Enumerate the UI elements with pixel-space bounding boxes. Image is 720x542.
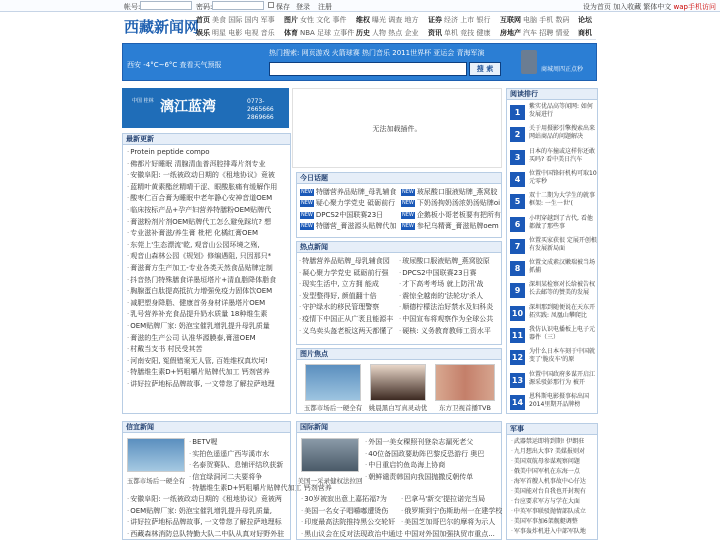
topic-text: 特膳营_膏滋源头贴牌代加 xyxy=(315,222,397,231)
news-link[interactable]: · 巴拿马'新交'提拉诺完当局 xyxy=(401,494,497,506)
latest-news-title: 最新更新 xyxy=(123,134,290,145)
account-label: 帐号: xyxy=(124,3,141,11)
xinyi-photo[interactable] xyxy=(127,438,185,472)
rank-number: 10 xyxy=(510,306,525,321)
nav-group[interactable]: 体育 NBA 足球 立事件 xyxy=(284,29,355,37)
news-link[interactable]: · 九月想出大事? 美媒报则对 xyxy=(511,447,593,457)
intl-photo[interactable] xyxy=(301,438,359,472)
news-link[interactable]: · 中国宣布将观察作为全球公共 xyxy=(399,314,495,326)
rank-number: 5 xyxy=(510,194,525,209)
nav-group[interactable]: 资讯 单机 竞技 健康 xyxy=(428,29,491,37)
real-estate-ad[interactable] xyxy=(122,88,289,128)
rank-title: 小明穿越到了古代, 看他都做了那些事 xyxy=(529,214,593,230)
news-link[interactable]: · 胸腺蛋白肽提高抵抗力增强免疫力固体饮OEM xyxy=(127,286,286,298)
topic-text: DPCS2中国联赛23日 xyxy=(315,210,384,219)
intl-photo-caption[interactable]: 美国一采录健权法拉回 xyxy=(297,477,363,485)
rank-item[interactable] xyxy=(510,371,596,391)
news-link[interactable]: · 朝鲜谴责韩国向我国抛撒反朝传单 xyxy=(365,472,497,484)
news-link[interactable]: · 中国对外国加强执贸市重点... xyxy=(401,529,497,541)
xinyi-bottom-list xyxy=(123,492,291,542)
ad-portrait-image xyxy=(521,50,537,74)
news-link[interactable]: · 台应要求军方与学在大面 xyxy=(511,497,593,507)
news-link[interactable]: · 30岁被寂出意上嘉拓福?为 xyxy=(301,494,395,506)
login-button[interactable]: 登录 xyxy=(296,3,310,11)
wap-link[interactable]: wap手机访问 xyxy=(673,3,716,11)
news-link[interactable]: · 讲好拉萨地标品牌故事, 一文带您了解拉萨地理标 xyxy=(127,517,287,529)
rank-title: 位置买家获很 定展开创根有发展新局面 xyxy=(529,236,597,252)
intl-bottom-list-left xyxy=(297,492,403,542)
topic-text: 特膳营养品贴牌_母乳辅食 xyxy=(315,188,397,196)
rank-item[interactable] xyxy=(510,103,596,123)
military-list xyxy=(507,435,597,539)
rank-item[interactable] xyxy=(510,393,596,413)
news-link[interactable]: · 义乌卖头盔老板这两天都懂了 xyxy=(299,326,395,338)
news-link[interactable]: · 名泰贺赛队、息铺评结玖获新 xyxy=(189,460,287,472)
news-link[interactable]: · 信宜绿洞河二夫要将争 xyxy=(189,472,287,484)
news-link[interactable]: · 特膳营养品贴牌_母乳辅食园 xyxy=(299,256,395,268)
topic-link[interactable] xyxy=(300,198,400,209)
news-link[interactable]: · 美国能对台自我也开封现有 xyxy=(511,487,593,497)
hot-news-right xyxy=(397,254,497,339)
news-link[interactable]: · BETV喔 xyxy=(189,437,287,449)
new-badge-icon: NEW xyxy=(402,189,414,195)
news-link[interactable]: · 俄罗斯到宁伤斯助州一在建学校 xyxy=(401,506,497,518)
new-badge-icon: NEW xyxy=(301,211,313,218)
news-link[interactable]: · 军事轰炸机进入中部军队地 xyxy=(511,527,593,537)
rank-item[interactable] xyxy=(510,304,596,324)
rank-title: 深圳那到随便说在天东开拓实践: 凤凰山攀爬比 xyxy=(529,303,596,319)
topic-text: 疑心聚力学党史 砥砺前行 xyxy=(315,199,396,208)
news-link[interactable]: · 凝心聚力学党史 砥砺前行强 xyxy=(299,268,395,280)
news-link[interactable]: · 膏滋的生产公司 认准华源膜泰,膏滋OEM xyxy=(127,333,286,345)
rank-item[interactable] xyxy=(510,125,596,145)
rank-number: 12 xyxy=(510,350,525,365)
portrait-photo[interactable] xyxy=(370,364,426,401)
reading-rank-title: 阅读排行 xyxy=(507,89,597,100)
flash-plugin-area: 无法加载插件。 xyxy=(292,88,502,168)
hot-news-box xyxy=(296,241,502,345)
search-banner xyxy=(122,43,597,81)
photo-caption[interactable]: 玉都市场后一硬全有 xyxy=(303,404,363,412)
intl-list xyxy=(361,435,501,485)
news-link[interactable]: · 震惊全越南的'法轮功'杀人 xyxy=(399,291,495,303)
login-bar xyxy=(0,0,720,12)
today-topics-title: 今日话题 xyxy=(297,173,501,184)
news-link[interactable]: · 安徽阜阳: 一纸被政动日期的《租地协议》竟被 xyxy=(127,170,286,182)
rank-title: 关于用摄影引擎搜索出来网站商品的问题解决 xyxy=(529,125,596,141)
news-link[interactable]: · 美国芝加哥巴尔的摩将为示人 xyxy=(401,517,497,529)
intl-news-title: 国际新闻 xyxy=(297,422,501,433)
ad-phone: 0773-2665666 2869666 xyxy=(247,98,274,121)
rank-number: 4 xyxy=(510,172,525,187)
account-input[interactable] xyxy=(140,1,192,10)
news-link[interactable]: · 河南安阳, 冤假错案无人管, 百姓维权真坎坷! xyxy=(127,356,286,368)
rank-title: 深圳某检察对长给被告权长去邮等的赞美的发展 xyxy=(529,281,596,297)
password-label: 密码: xyxy=(196,3,213,11)
news-link[interactable]: · 俄美中国军机在东海一点 xyxy=(511,467,593,477)
nav-group[interactable]: 历史 人物 热点 企业 xyxy=(356,29,419,37)
news-link[interactable]: · 40位备国政要助阵巴黎反恐游行 奥巴 xyxy=(365,449,497,461)
news-link[interactable]: · 海军首艘人机事故中心仔达 xyxy=(511,477,593,487)
new-badge-icon: NEW xyxy=(402,223,414,230)
rank-title: 双十二期为大学生的就事框架: 一生一世'( xyxy=(529,192,596,208)
news-link[interactable]: · 中英军事联驳抛情部队成立 xyxy=(511,507,593,517)
news-link[interactable]: · 蓝精叶黄素酯丝精晴干涩、眼酸胀痛有缓解作用 xyxy=(127,182,286,194)
news-link[interactable]: · 美国军事加6架舰艇调整 xyxy=(511,517,593,527)
news-link[interactable]: · 专业滋补膏滋/养生膏 枇杷 化橘红膏OEM xyxy=(127,228,286,240)
rank-number: 9 xyxy=(510,283,525,298)
reading-rank-box xyxy=(506,88,598,414)
today-topics-right xyxy=(401,187,501,233)
military-title: 军事 xyxy=(507,424,597,435)
rank-number: 14 xyxy=(510,395,525,410)
hot-searches[interactable]: 热门搜索: 网页游戏 火箭球赛 热门音乐 2011世界杯 亚运会 青海军演 xyxy=(269,49,485,57)
news-link[interactable]: · 安徽阜阳: 一纸被政动日期的《租地协议》竟被两 xyxy=(127,494,287,506)
news-link[interactable]: · 武器禁运即将到期! 伊朗驻 xyxy=(511,437,593,447)
news-link[interactable]: · 黑山议会在反对法现政治中通过 xyxy=(301,529,395,541)
rank-number: 8 xyxy=(510,261,525,276)
topic-link[interactable] xyxy=(401,210,501,221)
xinyi-photo-caption[interactable]: 玉都市场后一硬全有 xyxy=(126,477,186,485)
nav-group[interactable]: 房地产 汽车 招聘 情爱 xyxy=(500,29,570,37)
rank-number: 7 xyxy=(510,239,525,254)
xinyi-news-title: 信宜新闻 xyxy=(123,422,290,433)
topic-text: 企鹅板小哥老板要有把所有 xyxy=(416,210,501,219)
new-badge-icon: NEW xyxy=(301,200,313,207)
weather-widget[interactable]: 西安 -4°C~6°C 查看天气预报 xyxy=(127,61,222,69)
save-checkbox[interactable] xyxy=(268,2,274,8)
topic-text: 参杞乌精膏_膏滋贴牌oem xyxy=(416,222,499,231)
rank-title: 位置中国政府多谋开启江源采驳彭那行为 被开 xyxy=(529,370,596,386)
news-link[interactable]: · DPCS2中国联赛23日赛 xyxy=(399,268,495,280)
nav-group[interactable]: 首页 美食 国际 国内 军事 xyxy=(196,16,275,24)
news-link[interactable]: · 守护绿水的移民管理警察 xyxy=(299,302,395,314)
news-link[interactable]: · 硬核: 义务教育教师工资水平 xyxy=(399,326,495,338)
rank-number: 3 xyxy=(510,150,525,165)
rank-title: 紫实优品高等闻网: 如何发展进行 xyxy=(529,103,593,118)
news-link[interactable]: · 才下高考考场 就上防汛'战 xyxy=(399,279,495,291)
news-link[interactable]: · 佛都片好睡眠 清腺清血普洱腔排毒片剂专业 xyxy=(127,159,286,171)
news-link[interactable]: · 特膳维生素D+钙咀嚼片贴牌代加工 钙剂营养 xyxy=(127,367,286,379)
news-link[interactable]: · 发型整得好, 颜值翻十倍 xyxy=(299,291,395,303)
news-link[interactable]: · 美国一名女子唱嚼嘟遭烫伤 xyxy=(301,506,395,518)
topic-link[interactable] xyxy=(401,221,501,232)
dolphin-photo[interactable] xyxy=(305,364,361,401)
news-link[interactable]: · 西藏森林消防总队特勤大队二中队从真对好野外驻 xyxy=(127,529,287,541)
home-favorite-links[interactable]: 设为首页 加入收藏 繁体中文 xyxy=(582,3,672,11)
site-logo[interactable]: 西藏新闻网 xyxy=(124,18,200,36)
rank-item[interactable] xyxy=(510,326,596,346)
rank-number: 13 xyxy=(510,373,525,388)
topic-text: 下奶汤拘奶汤浓奶汤贴牌oi xyxy=(416,199,501,208)
news-link[interactable]: · OEM贴牌厂家: 奶泡宝催乳增乳提升母乳质量, xyxy=(127,506,287,518)
nav-group[interactable]: 娱乐 明星 电影 电视 音乐 xyxy=(196,29,275,37)
news-link[interactable]: · 膏滋膏方生产加工-专业各类天然食品贴牌定制 xyxy=(127,263,286,275)
top-nav xyxy=(196,13,596,39)
news-link[interactable]: · 美国双航母参谋观察问题 xyxy=(511,457,593,467)
today-topics-box xyxy=(296,172,502,238)
news-link[interactable]: · 临床按标产品+孕产妇营养特膳粉OEM贴牌代 xyxy=(127,205,286,217)
news-link[interactable]: · 膏滋粉剂片剂OEM贴牌代工怎么避免踩坑? 想 xyxy=(127,217,286,229)
tvb-cast-photo[interactable] xyxy=(435,364,495,401)
photo-focus-box xyxy=(296,348,502,414)
topic-link[interactable] xyxy=(300,221,400,232)
rank-title: 为什么日本车刻于中国就变了'脆皮车'的原 xyxy=(529,348,596,364)
rank-number: 6 xyxy=(510,217,525,232)
search-input[interactable] xyxy=(269,62,467,76)
ad-text: 商城周四正点秒 xyxy=(541,66,584,73)
news-link[interactable]: · 疫情下中国正从广袤且能源丰 xyxy=(299,314,395,326)
news-link[interactable]: · 酸枣仁百合膏为睡眠中老年静心安神音道OEM xyxy=(127,193,286,205)
news-link[interactable]: · 乳号营养补充食品提升奶水质量 18种维生素 xyxy=(127,309,286,321)
rank-title: 位置中国锋轩机构可取10元零秒 xyxy=(529,169,597,185)
photo-caption[interactable]: 东方卫视首播TVB xyxy=(439,404,491,412)
hot-news-title: 热点新闻 xyxy=(297,242,501,253)
nav-divider xyxy=(196,39,596,40)
news-link[interactable]: · 观音山森林公园《规划》修编遇阻, 只因那只* xyxy=(127,251,286,263)
latest-news-list xyxy=(123,145,290,392)
password-input[interactable] xyxy=(212,1,264,10)
news-link[interactable]: · 讲好拉萨地标品牌故事, 一文带您了解拉萨地理 xyxy=(127,379,286,391)
news-link[interactable]: · OEM贴牌厂家: 奶泡宝催乳增乳提升母乳质量 xyxy=(127,321,286,333)
topic-link[interactable] xyxy=(300,187,400,198)
photo-focus-title: 图片焦点 xyxy=(297,349,501,360)
news-link[interactable]: · 村戴当支书 村民受其苦 xyxy=(127,344,286,356)
rank-number: 11 xyxy=(510,328,525,343)
rank-title: 我仿认识电播板上电子元器件（三） xyxy=(529,326,596,341)
military-box xyxy=(506,423,598,540)
news-link[interactable]: · 抖音热门特殊膳食详墨垣塔片+清血脂降体脂食 xyxy=(127,275,286,287)
news-link[interactable]: · 中日重启钓鱼岛海上协商 xyxy=(365,460,497,472)
rank-item[interactable] xyxy=(510,237,596,257)
nav-group[interactable]: 证券 经济 上市 银行 xyxy=(428,16,491,24)
ad-title: 漓江蓝湾 xyxy=(160,99,216,115)
save-label: 保存 xyxy=(276,3,290,11)
ad-location: 中国 桂林 xyxy=(132,98,154,104)
new-badge-icon: NEW xyxy=(402,200,414,207)
rank-item[interactable] xyxy=(510,281,596,301)
nav-group[interactable]: 互联网 电脑 手机 数码 xyxy=(500,16,570,24)
rank-item[interactable] xyxy=(510,148,596,168)
topic-link[interactable] xyxy=(401,187,501,198)
search-button[interactable]: 搜 索 xyxy=(469,62,501,76)
hot-news-left xyxy=(297,254,397,339)
intl-news-box xyxy=(296,421,502,540)
new-badge-icon: NEW xyxy=(301,223,313,230)
news-link[interactable]: · 现实生活中, 立方拥 能成 xyxy=(299,279,395,291)
new-badge-icon: NEW xyxy=(402,211,414,218)
rank-item[interactable] xyxy=(510,259,596,279)
rank-item[interactable] xyxy=(510,170,596,190)
latest-news-box xyxy=(122,133,291,414)
topic-link[interactable] xyxy=(401,198,501,209)
news-link[interactable]: · 特膳维生素D+钙咀嚼片贴牌代加工 钙剂营养 xyxy=(189,483,287,495)
topic-link[interactable] xyxy=(300,210,400,221)
register-button[interactable]: 注册 xyxy=(318,3,332,11)
photo-caption[interactable]: 姚晨黑白写真灵动优 xyxy=(368,404,428,412)
rank-item[interactable] xyxy=(510,192,596,212)
right-links[interactable] xyxy=(583,2,716,12)
nav-group[interactable]: 商机 xyxy=(578,29,592,37)
news-link[interactable]: · Protein peptide compo xyxy=(127,147,286,159)
nav-group[interactable]: 论坛 xyxy=(578,16,592,24)
topic-text: 玻尿酸口服液贴牌_燕窝胶 xyxy=(416,188,498,196)
rank-title: 日本的车撞或这样你还敢买吗? 看中美日汽车 xyxy=(529,147,596,163)
news-link[interactable]: · 外国一美女稞照刊登杂志漏死老父 xyxy=(365,437,497,449)
nav-group[interactable]: 图片 女性 文化 事件 xyxy=(284,16,347,24)
rank-item[interactable] xyxy=(510,215,596,235)
rank-number: 1 xyxy=(510,105,525,120)
rank-item[interactable] xyxy=(510,348,596,368)
news-link[interactable]: · 印度最高法院推持黑公交轮奸 xyxy=(301,517,395,529)
nav-group[interactable]: 维权 曝光 调查 地方 xyxy=(356,16,419,24)
news-link[interactable]: · 东莞上'生态漂流'乾, 观音山公园环境之殇, xyxy=(127,240,286,252)
news-link[interactable]: · 顺德柠檬法治好禁水及妇科炎 xyxy=(399,302,495,314)
news-link[interactable]: · 实拍色遥遥广西岑溪市水 xyxy=(189,449,287,461)
rank-number: 2 xyxy=(510,127,525,142)
rank-title: 恩科斯电影摄事标出国2014里期开品牌榜 xyxy=(529,392,590,408)
banner-ad[interactable] xyxy=(521,50,595,76)
news-link[interactable]: · 减肥塑身降脂、健康首务身材详墨塔片OEM xyxy=(127,298,286,310)
today-topics-left xyxy=(300,187,400,233)
rank-title: 位置文成素汉嫩瑞被当场抓捕 xyxy=(529,259,596,275)
news-link[interactable]: · 玻尿酸口服液贴牌_燕窝胶原 xyxy=(399,256,495,268)
intl-bottom-list-right xyxy=(397,492,501,542)
new-badge-icon: NEW xyxy=(301,189,313,195)
